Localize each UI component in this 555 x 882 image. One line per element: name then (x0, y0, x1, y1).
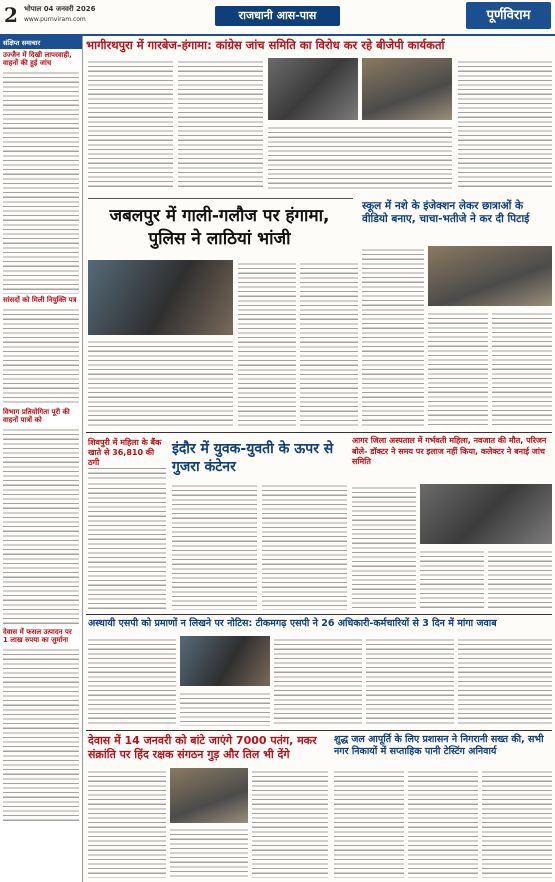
jabalpur-headline: जबलपुर में गाली-गलौज पर हंगामा, पुलिस ने लाठियां भांजी (109, 206, 330, 249)
dateline: भोपाल 04 जनवरी 2026 (24, 5, 96, 13)
left-story-2-body (3, 306, 79, 406)
indore-body-2 (262, 482, 347, 610)
school-headline: स्कूल में नशे के इंजेक्शन लेकर छात्राओं के वीडियो बनाए, चाचा-भतीजे ने कर दी पिटाई (362, 200, 530, 225)
bank-headline: शिवपुरी में महिला के बैंक खाते से 36,810 की ठगी (88, 438, 166, 468)
indore-headline: इंदौर में युवक-युवती के ऊपर से गुजरा कंटेनर (172, 441, 334, 475)
lead-body-col-1 (88, 58, 173, 190)
left-story-4-body (3, 646, 79, 821)
dewas-body-2 (170, 826, 248, 878)
lead-headline: भागीरथपुरा में गारबेज-हंगामा: कांग्रेस जांच समिति का विरोध कर रहे बीजेपी कार्यकर्ता (86, 38, 445, 52)
water-body-2 (408, 768, 478, 878)
notice-body-2 (180, 690, 270, 726)
website-url[interactable]: www.purnviram.com (24, 16, 86, 23)
water-body-1 (334, 768, 404, 878)
dewas-headline: देवास में 14 जनवरी को बांटे जाएंगे 7000 पतंग, मकर संक्रांति पर हिंद रक्षक संगठन गुड़ और तिल भी देंगे (88, 734, 317, 761)
lead-photo-1 (268, 58, 358, 120)
dewas-body-3 (252, 768, 328, 878)
brief-news-label: संक्षिप्त समाचार (0, 36, 82, 49)
bank-body (88, 480, 166, 610)
newspaper-logo: पूर्णविराम (466, 2, 551, 29)
left-news-column (0, 36, 83, 882)
school-body-1 (362, 246, 424, 428)
left-story-3-body (3, 426, 79, 626)
notice-body-5 (458, 636, 552, 726)
lead-photo-2 (362, 58, 452, 120)
jabalpur-body-2 (238, 260, 296, 428)
left-story-1-body (3, 69, 79, 294)
divider (86, 432, 552, 433)
left-story-4-headline: देवास में फसल उत्पादन पर 1 लाख रुपया का जुर्माना (3, 628, 72, 645)
notice-headline: अस्थायी एसपी को प्रमाणों न लिखने पर नोटिस: टीकमगढ़ एसपी ने 26 अधिकारी-कर्मचारियों से 3 दिन में मांगा जवाब (88, 618, 497, 629)
divider (86, 730, 552, 731)
lead-body-col-2 (178, 58, 263, 190)
school-photo (428, 246, 552, 306)
lead-body-col-3 (268, 124, 452, 190)
water-headline: शुद्ध जल आपूर्ति के लिए प्रशासन ने निगरानी सख्त की, सभी नगर निकायों में सप्ताहिक पानी टेस्टिंग अनिवार्य (334, 734, 544, 757)
page-number: 2 (4, 3, 18, 27)
school-body-2 (428, 310, 488, 428)
notice-body-3 (274, 636, 362, 726)
agar-body-2 (420, 548, 484, 610)
jabalpur-body-3 (300, 260, 358, 428)
divider (86, 614, 552, 615)
agar-body-1 (352, 484, 416, 610)
lead-body-col-4 (458, 58, 552, 190)
notice-body-4 (366, 636, 454, 726)
notice-photo (180, 636, 270, 686)
dewas-body-1 (88, 768, 166, 878)
indore-body-1 (172, 482, 257, 610)
agar-photo (420, 484, 552, 544)
dewas-photo (170, 768, 248, 823)
left-story-1-headline: उज्जैन में दिखी लापरवाही, वाहनों की हुई जांच (3, 51, 72, 68)
jabalpur-body-1 (88, 338, 233, 428)
divider (88, 198, 353, 199)
section-title: राजधानी आस-पास (215, 6, 340, 26)
school-body-3 (492, 310, 552, 428)
water-body-3 (482, 768, 552, 878)
agar-headline: आगर जिला अस्पताल में गर्भवती महिला, नवजात की मौत, परिजन बोले- डॉक्टर ने समय पर इलाज नहीं किया, कलेक्टर ने बनाई जांच समिति (352, 436, 547, 466)
notice-body-1 (88, 636, 176, 726)
left-story-3-headline: विभाग प्रतियोगिता पूरी की वाहनों पात्रों को (3, 408, 70, 425)
agar-body-3 (488, 548, 552, 610)
left-story-2-headline: सांसदों को मिली नियुक्ति पत्र (3, 296, 77, 305)
jabalpur-photo (88, 260, 233, 335)
